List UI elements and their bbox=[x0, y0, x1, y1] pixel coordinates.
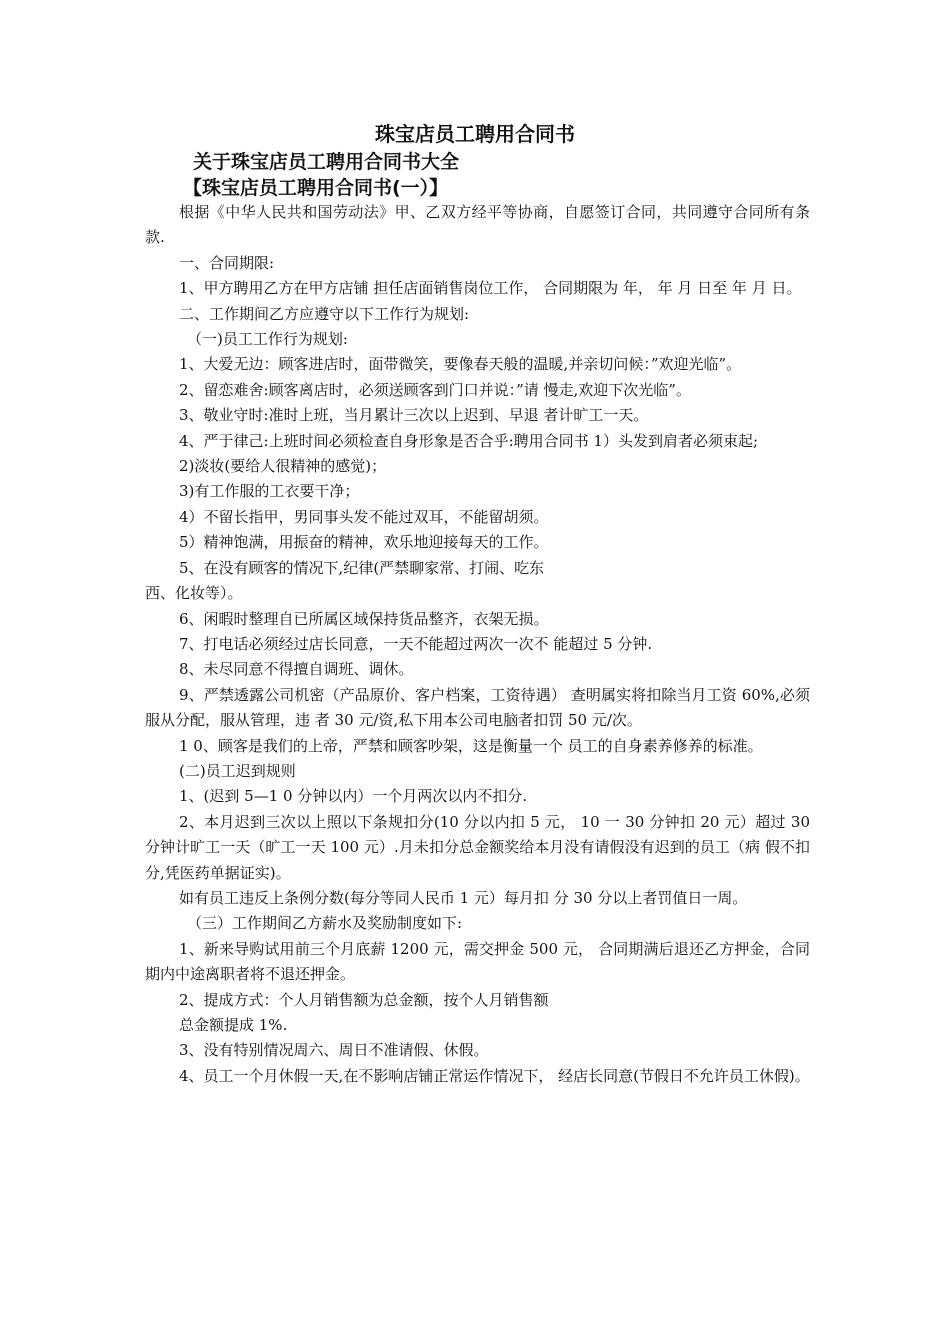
document-title: 珠宝店员工聘用合同书 bbox=[375, 122, 575, 146]
paragraph-rule-10: 1 0、顾客是我们的上帝，严禁和顾客吵架，这是衡量一个 员工的自身素养修养的标准。 bbox=[179, 736, 763, 755]
paragraph-rule-5: 5、在没有顾客的情况下,纪律(严禁聊家常、打闹、吃东 bbox=[179, 558, 545, 577]
paragraph-rule-5-cont: 西、化妆等）。 bbox=[145, 584, 243, 603]
paragraph-salary-1: 1、新来导购试用前三个月底薪 1200 元，需交押金 500 元， 合同期满后退还乙方押金，合同期内中途离职者将不退还押金。 bbox=[145, 939, 810, 984]
paragraph-rule-8: 8、未尽同意不得擅自调班、调休。 bbox=[179, 660, 414, 679]
paragraph-rule-7: 7、打电话必须经过店长同意，一天不能超过两次一次不 能超过 5 分钟. bbox=[179, 634, 653, 653]
document-subtitle: 关于珠宝店员工聘用合同书大全 bbox=[193, 151, 460, 173]
paragraph-rule-4: 4、严于律己:上班时间必须检查自身形象是否合乎:聘用合同书 1）头发到肩者必须束起; bbox=[179, 431, 759, 450]
paragraph-salary-heading: （三）工作期间乙方薪水及奖励制度如下: bbox=[187, 914, 463, 933]
paragraph-lateness-penalty: 如有员工违反上条例分数(每分等同人民币 1 元）每月扣 分 30 分以上者罚值日一周。 bbox=[179, 888, 748, 907]
paragraph-rule-4-5: 5）精神饱满，用振奋的精神，欢乐地迎接每天的工作。 bbox=[179, 533, 549, 552]
paragraph-intro: 根据《中华人民共和国劳动法》甲、乙双方经平等协商，自愿签订合同，共同遵守合同所有条款. bbox=[145, 203, 810, 247]
paragraph-conduct-heading: 二、工作期间乙方应遵守以下工作行为规划: bbox=[179, 304, 470, 323]
paragraph-lateness-heading: (二)员工迟到规则 bbox=[179, 761, 296, 780]
paragraph-rule-9: 9、严禁透露公司机密（产品原价、客户档案，工资待遇） 查明属实将扣除当月工资 60%,必须服从分配，服从管理，违 者 30 元/资,私下用本公司电脑者扣罚 50 元/次。 bbox=[145, 685, 810, 730]
paragraph-rule-3: 3、敬业守时:准时上班，当月累计三次以上迟到、早退 者计旷工一天。 bbox=[179, 406, 649, 425]
paragraph-rule-2: 2、留恋难舍:顾客离店时，必须送顾客到门口并说：”请 慢走,欢迎下次光临”。 bbox=[179, 380, 691, 399]
paragraph-rule-4-3: 3)有工作服的工衣要干净； bbox=[179, 482, 360, 501]
paragraph-lateness-2: 2、本月迟到三次以上照以下条规扣分(10 分以内扣 5 元， 10 一 30 分钟扣 20 元）超过 30 分钟计旷工一天（旷工一天 100 元）.月未扣分总金额奖给本月没有请假没有迟到的员工（病 假不扣分,凭医药单据证实)。 bbox=[145, 812, 810, 882]
paragraph-term-detail: 1、甲方聘用乙方在甲方店铺 担任店面销售岗位工作， 合同期限为 年， 年 月 日至 年 月 日。 bbox=[179, 279, 802, 298]
paragraph-term-heading: 一、合同期限: bbox=[179, 253, 275, 272]
paragraph-salary-2-cont: 总金额提成 1%. bbox=[179, 1016, 288, 1034]
paragraph-rule-4-4: 4）不留长指甲，男同事头发不能过双耳，不能留胡须。 bbox=[179, 507, 549, 526]
paragraph-conduct-subheading: （一)员工工作行为规划: bbox=[187, 330, 348, 349]
contract-section-heading: 【珠宝店员工聘用合同书(一）】 bbox=[183, 177, 449, 199]
paragraph-salary-3: 3、没有特别情况周六、周日不准请假、休假。 bbox=[179, 1041, 489, 1060]
paragraph-rule-4-2: 2)淡妆(要给人很精神的感觉)； bbox=[179, 457, 387, 476]
paragraph-rule-6: 6、闲暇时整理自已所属区域保持货品整齐，衣架无损。 bbox=[179, 609, 549, 628]
paragraph-salary-4: 4、员工一个月休假一天,在不影响店铺正常运作情况下， 经店长同意(节假日不允许员工休假)。 bbox=[179, 1066, 810, 1085]
paragraph-lateness-1: 1、(迟到 5—1 0 分钟以内）一个月两次以内不扣分. bbox=[179, 787, 528, 806]
paragraph-rule-1: 1、大爱无边：顾客进店时，面带微笑，要像春天般的温暖,并亲切问候：”欢迎光临”。 bbox=[179, 355, 742, 374]
document-body bbox=[145, 200, 810, 1089]
paragraph-salary-2: 2、提成方式：个人月销售额为总金额，按个人月销售额 bbox=[179, 990, 549, 1009]
